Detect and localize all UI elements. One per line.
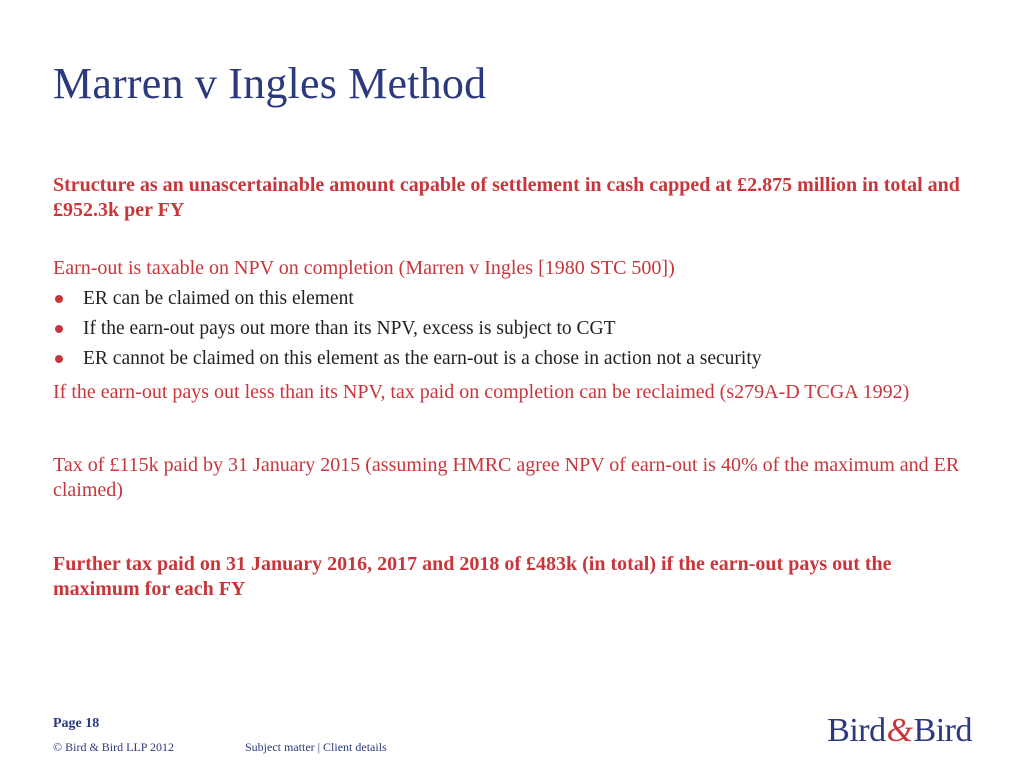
- paragraph-tax-2015: Tax of £115k paid by 31 January 2015 (assuming HMRC agree NPV of earn-out is 40% of the maximum and ER claimed): [53, 454, 960, 501]
- list-item: [53, 344, 973, 374]
- bullet-list: [53, 284, 973, 374]
- logo-right-word: Bird: [913, 712, 972, 749]
- slide-body: [53, 173, 973, 602]
- paragraph-reclaim: If the earn-out pays out less than its NPV, tax paid on completion can be reclaimed (s279A-D TCGA 1992): [53, 381, 910, 403]
- slide-title: Marren v Ingles Method: [53, 59, 487, 108]
- paragraph-further-tax: Further tax paid on 31 January 2016, 2017 and 2018 of £483k (in total) if the earn-out pays out the maximum for each FY: [53, 553, 892, 600]
- bird-and-bird-logo: [827, 712, 972, 750]
- bullet-icon: [55, 355, 63, 363]
- paragraph-structure: Structure as an unascertainable amount capable of settlement in cash capped at £2.875 million in total and £952.3k per FY: [53, 174, 960, 221]
- page-number: Page 18: [53, 716, 100, 731]
- list-item: [53, 284, 973, 314]
- paragraph-earn-out-taxable: Earn-out is taxable on NPV on completion (Marren v Ingles [1980 STC 500]): [53, 257, 675, 279]
- copyright-text: © Bird & Bird LLP 2012: [53, 740, 175, 754]
- bullet-text: If the earn-out pays out more than its NPV, excess is subject to CGT: [83, 318, 616, 339]
- bullet-text: ER cannot be claimed on this element as the earn-out is a chose in action not a security: [83, 348, 762, 369]
- subject-text: Subject matter | Client details: [245, 740, 387, 754]
- list-item: [53, 314, 973, 344]
- bullet-icon: [55, 325, 63, 333]
- bullet-icon: [55, 295, 63, 303]
- bullet-text: ER can be claimed on this element: [83, 288, 354, 309]
- logo-left-word: Bird: [827, 712, 886, 749]
- logo-ampersand: &: [886, 712, 913, 749]
